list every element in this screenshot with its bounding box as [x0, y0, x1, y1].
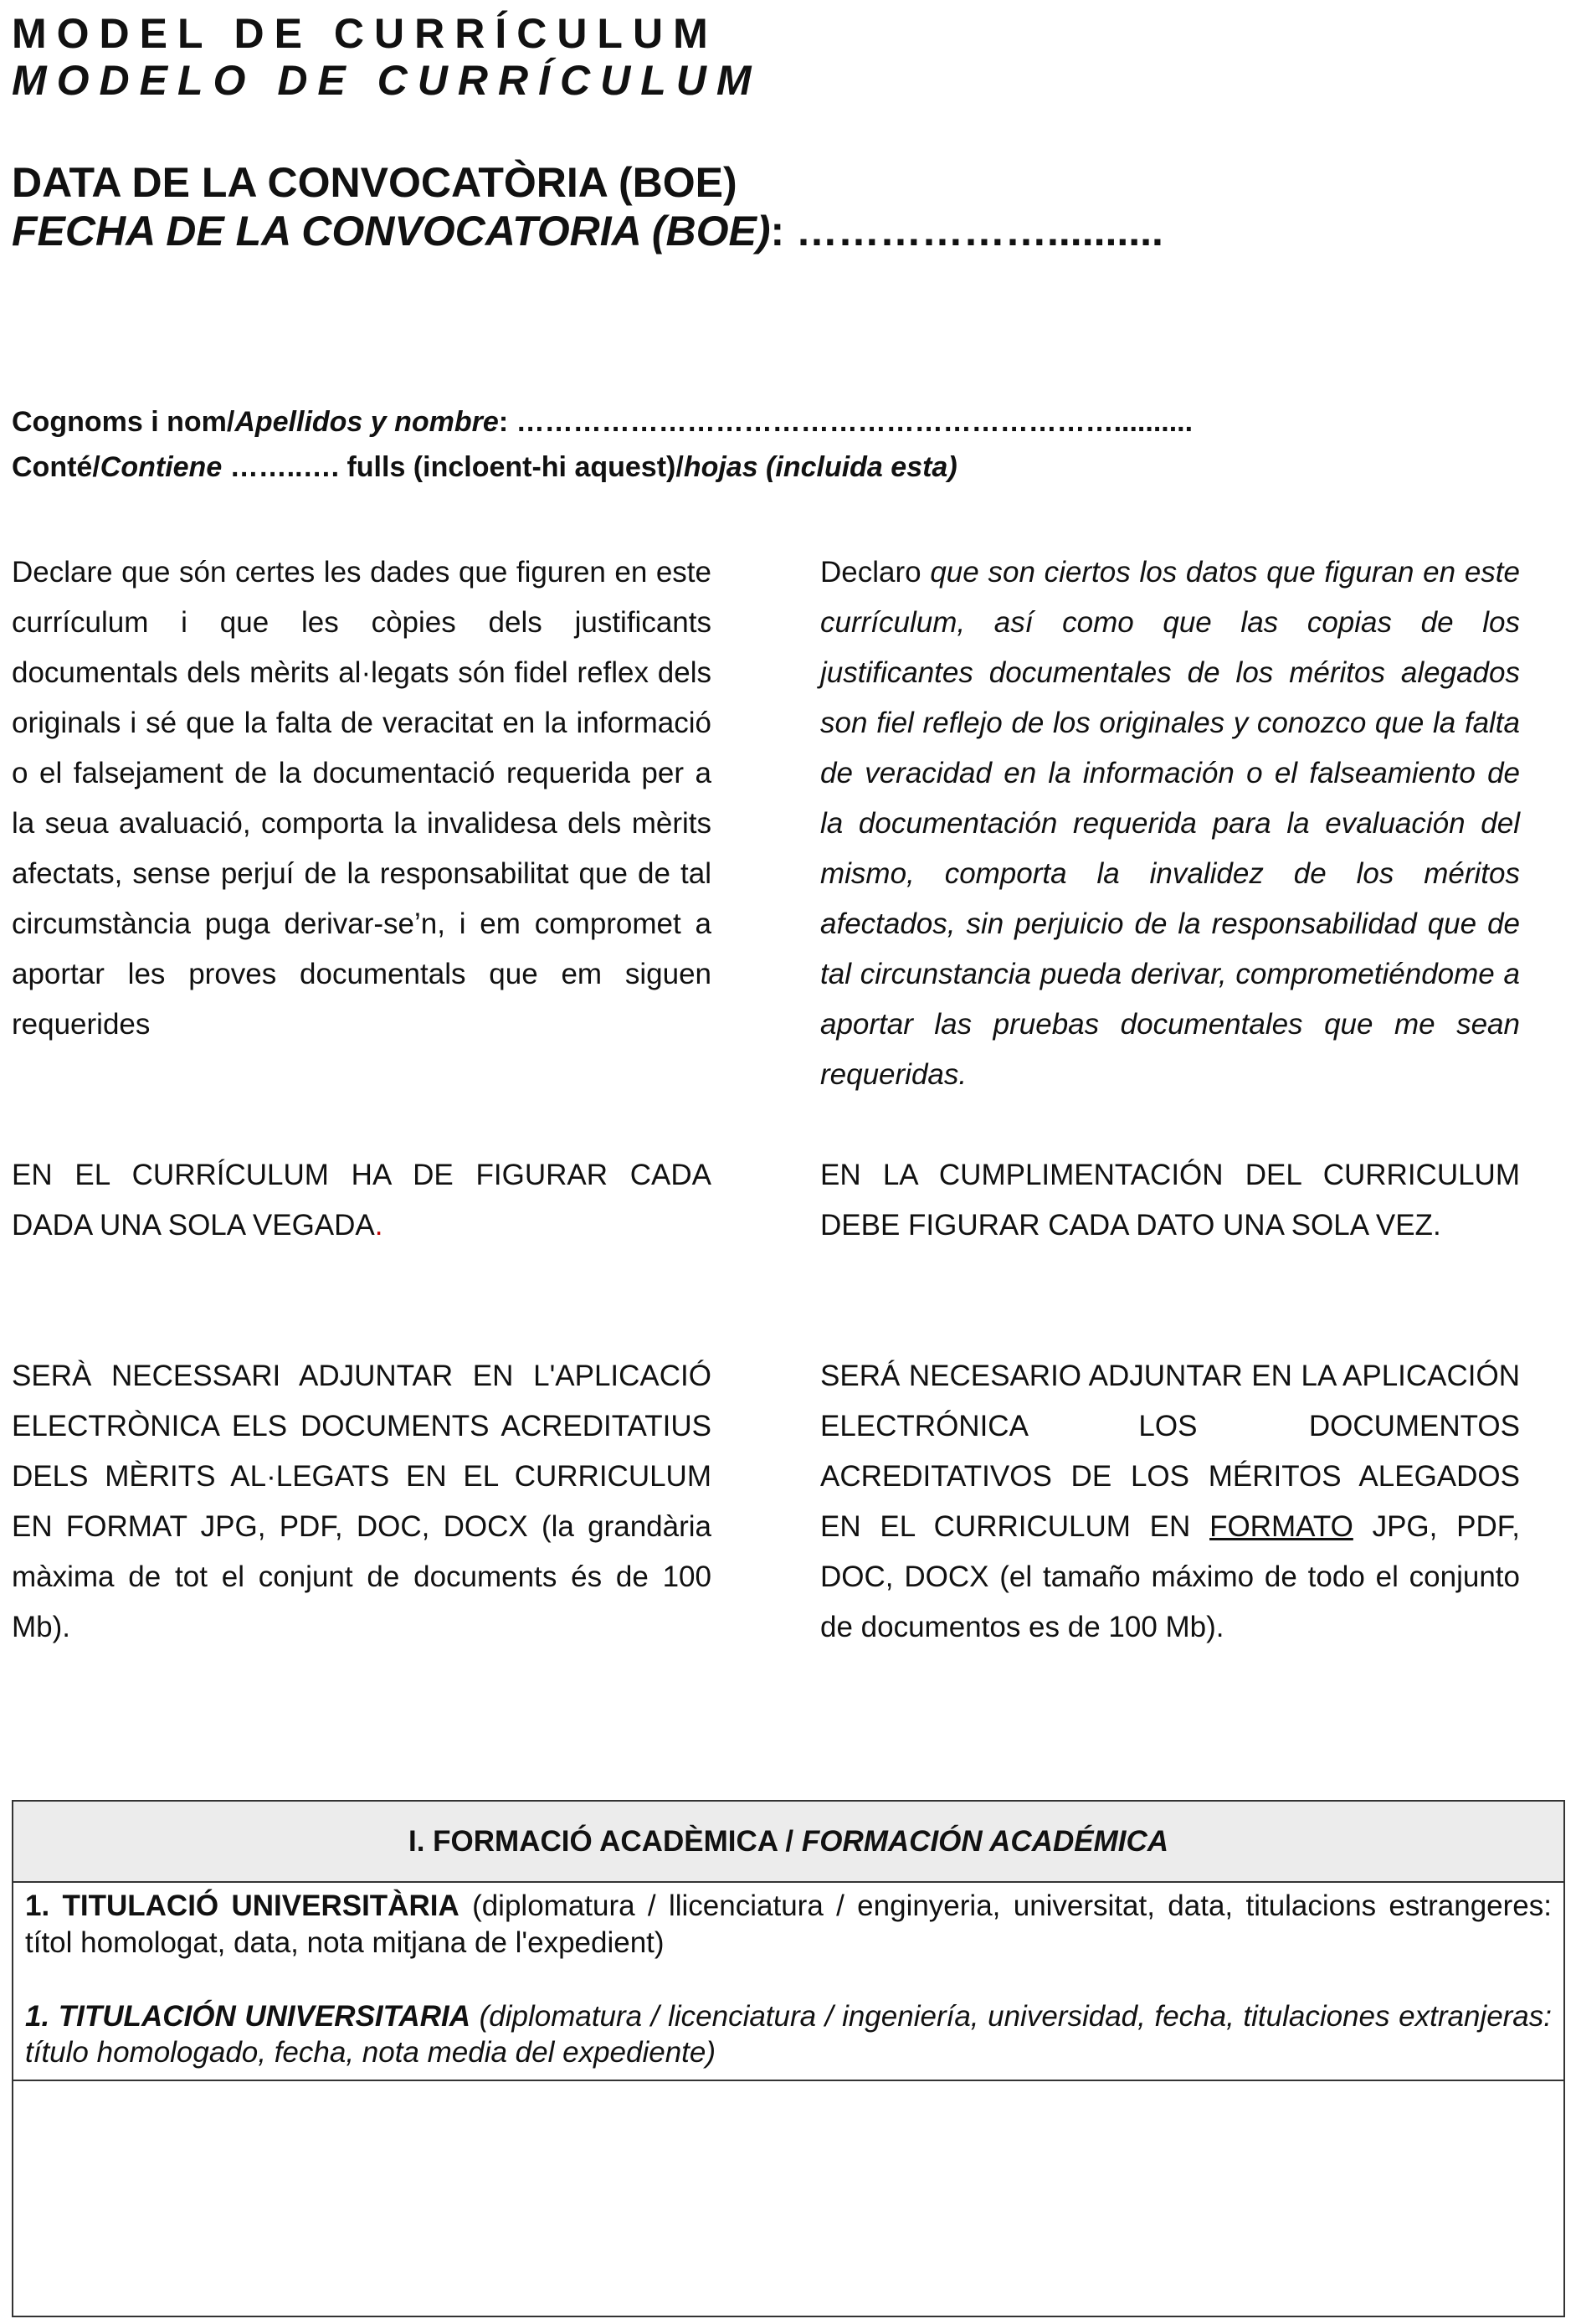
item-catalan-label: 1. TITULACIÓ UNIVERSITÀRIA [25, 1890, 459, 1922]
title-catalan: MODEL DE CURRÍCULUM [12, 10, 718, 57]
section-answer-field[interactable] [13, 2080, 1564, 2316]
name-line [12, 405, 1193, 440]
notice-once-period: . [374, 1209, 383, 1242]
item-spanish-label: 1. TITULACIÓN UNIVERSITARIA [25, 1999, 470, 2033]
date-fill-field[interactable]: : ……………….......... [770, 208, 1163, 255]
notice-attach-spanish-post: JPG, PDF, DOC, DOCX (el tamaño máximo de todo el conjunto de documentos es de 100 Mb). [820, 1510, 1520, 1643]
section-title-spanish: FORMACIÓN ACADÉMICA [801, 1824, 1168, 1858]
pages-label-catalan: Conté/ [12, 451, 100, 483]
date-label-spanish: FECHA DE LA CONVOCATORIA (BOE) [12, 208, 771, 255]
notice-once-spanish: EN LA CUMPLIMENTACIÓN DEL CURRICULUM DEBE FIGURAR CADA DATO UNA SOLA VEZ. [820, 1159, 1520, 1242]
declaration-catalan: Declare que són certes les dades que figuren en este currículum i que les còpies dels justificants documentals dels mèrits al·legats són fidel reflex dels originals i sé que la falta de veracitat en la informació o el falsejament de la documentació requerida per a la seua avaluació, comporta la invalidesa dels mèrits afectats, sense perjuí de la responsabilitat que de tal circumstància puga derivar-se’n, i em compromet a aportar les proves documentals que em siguen requerides [12, 556, 711, 1041]
declaration-spanish [820, 548, 1520, 1100]
item-catalan-desc: (diplomatura / llicenciatura / enginyeria, universitat, data, titulacions estrangeres: títol homologat, data, nota mitjana de l'expedient) [25, 1890, 1552, 1959]
notice-once-catalan [12, 1150, 711, 1251]
pages-suffix-spanish: hojas (incluida esta) [683, 451, 957, 483]
item-spanish [25, 1998, 1552, 2072]
declaration-spanish-body: que son ciertos los datos que figuran en este currículum, así como que las copias de los justificantes documentales de los méritos alegados son fiel reflejo de los originales y conozco que la falta de veracidad en la información o el falseamiento de la documentación requerida para la evaluación del mismo, comporta la invalidez de los méritos afectados, sin perjuicio de la responsabilidad que de tal circunstancia pueda derivar, comprometiéndome a aportar las pruebas documentales que me sean requeridas. [820, 556, 1520, 1091]
date-line [12, 208, 1163, 256]
pages-label-spanish: Contiene [100, 451, 223, 483]
date-label-catalan: DATA DE LA CONVOCATÒRIA (BOE) [12, 159, 737, 206]
title-spanish: MODELO DE CURRÍCULUM [12, 57, 762, 104]
pages-fill-field[interactable]: ……..…. fulls (incloent-hi aquest)/ [222, 451, 684, 483]
name-fill-field[interactable]: : ……………………………………………………….......... [498, 406, 1194, 438]
notice-once-catalan-text: EN EL CURRÍCULUM HA DE FIGURAR CADA DADA UNA SOLA VEGADA [12, 1159, 711, 1242]
notice-attach-spanish-format: FORMATO [1209, 1510, 1353, 1543]
academic-training-table [12, 1800, 1565, 2317]
section-item-description [13, 1882, 1564, 2080]
name-label-catalan: Cognoms i nom/ [12, 406, 235, 438]
notice-attach-catalan: SERÀ NECESSARI ADJUNTAR EN L'APLICACIÓ ELECTRÒNICA ELS DOCUMENTS ACREDITATIUS DELS MÈRITS AL·LEGATS EN EL CURRICULUM EN FORMAT JPG, PDF, DOC, DOCX (la grandària màxima de tot el conjunt de documents és de 100 Mb). [12, 1360, 711, 1643]
notice-attach-spanish [820, 1351, 1520, 1653]
name-label-spanish: Apellidos y nombre [234, 406, 499, 438]
section-title-catalan: I. FORMACIÓ ACADÈMICA / [408, 1824, 802, 1858]
notice-attach-spanish-pre: SERÁ NECESARIO ADJUNTAR EN LA APLICACIÓN ELECTRÓNICA LOS DOCUMENTOS ACREDITATIVOS DE LOS MÉRITOS ALEGADOS EN EL CURRICULUM EN [820, 1360, 1520, 1543]
item-catalan [25, 1888, 1552, 1962]
item-spanish-desc: (diplomatura / licenciatura / ingeniería, universidad, fecha, titulaciones extranjeras: título homologado, fecha, nota media del expediente) [25, 1999, 1552, 2069]
pages-line [12, 450, 957, 485]
declaration-spanish-lead: Declaro [820, 556, 931, 589]
section-header [13, 1801, 1564, 1882]
